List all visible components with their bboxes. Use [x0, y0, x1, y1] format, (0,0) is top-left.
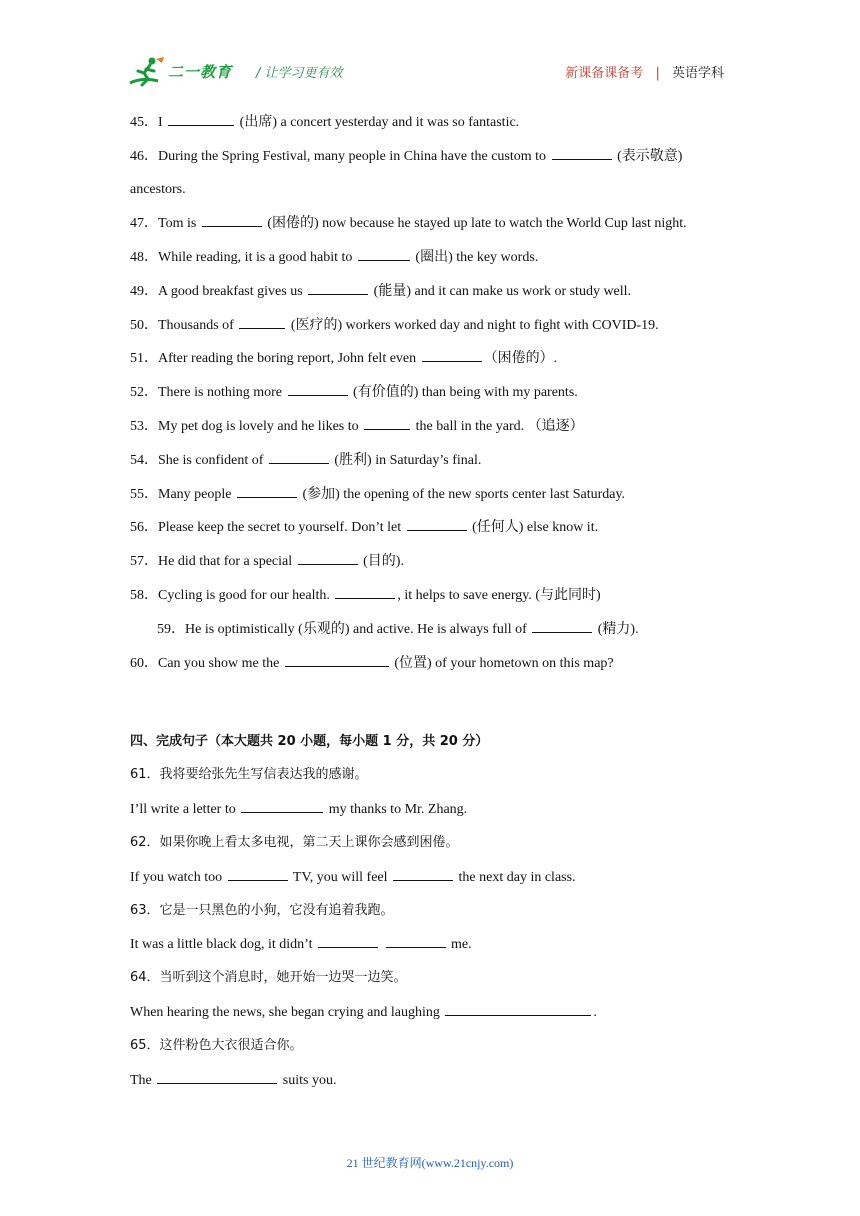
question-text: me. [447, 937, 472, 952]
answer-blank[interactable] [407, 518, 467, 531]
question-text: (参加) the opening of the new sports center last Saturday. [298, 487, 626, 502]
question-text: Cycling is good for our health. [158, 588, 334, 603]
question-text: (目的). [359, 554, 404, 569]
question-46 [130, 147, 682, 166]
question-number: 46． [130, 149, 158, 164]
question-62 [130, 868, 576, 887]
header-tag: 新课备课备考 [565, 66, 644, 81]
answer-blank[interactable] [308, 282, 368, 295]
answer-blank[interactable] [241, 800, 323, 813]
question-text: ancestors. [130, 182, 186, 197]
question-text: It was a little black dog, it didn’t [130, 937, 316, 952]
question-47 [130, 214, 687, 233]
question-text: She is confident of [158, 453, 267, 468]
question-46-continued [130, 181, 186, 199]
answer-blank[interactable] [532, 620, 592, 633]
question-number: 54． [130, 453, 158, 468]
question-number: 47． [130, 216, 158, 231]
answer-blank[interactable] [237, 485, 297, 498]
header-tags [565, 62, 724, 81]
question-64-chinese: 64．当听到这个消息时，她开始一边哭一边笑。 [130, 970, 407, 985]
question-56 [130, 518, 598, 537]
question-51 [130, 349, 557, 368]
logo-text: 二一教育 [168, 63, 233, 81]
question-text: After reading the boring report, John felt even [158, 351, 420, 366]
question-text: (出席) a concert yesterday and it was so fantastic. [236, 115, 520, 130]
answer-blank[interactable] [157, 1071, 277, 1084]
page-header [0, 0, 860, 100]
answer-blank[interactable] [285, 654, 389, 667]
answer-blank[interactable] [288, 383, 348, 396]
footer-link[interactable]: 21 世纪教育网(www.21cnjy.com) [346, 1156, 514, 1170]
question-53 [130, 417, 584, 436]
question-text: During the Spring Festival, many people in China have the custom to [158, 149, 550, 164]
question-number: 59． [157, 622, 185, 637]
answer-blank[interactable] [318, 935, 378, 948]
question-text: TV, you will feel [289, 870, 392, 885]
question-text: While reading, it is a good habit to [158, 250, 356, 265]
question-text: A good breakfast gives us [158, 284, 307, 299]
question-number: 56． [130, 520, 158, 535]
question-text: （困倦的）. [483, 351, 558, 366]
question-text: If you watch too [130, 870, 226, 885]
question-52 [130, 383, 578, 402]
question-62-chinese: 62．如果你晚上看太多电视，第二天上课你会感到困倦。 [130, 835, 459, 850]
question-49 [130, 282, 631, 301]
answer-blank[interactable] [358, 248, 410, 261]
answer-blank[interactable] [239, 316, 285, 329]
answer-blank[interactable] [202, 214, 262, 227]
header-separator: | [655, 66, 660, 81]
question-58 [130, 586, 601, 605]
question-text: (困倦的) now because he stayed up late to watch the World Cup last night. [263, 216, 687, 231]
answer-blank[interactable] [269, 451, 329, 464]
question-63-chinese: 63．它是一只黑色的小狗，它没有追着我跑。 [130, 903, 394, 918]
question-65 [130, 1071, 336, 1090]
answer-blank[interactable] [552, 147, 612, 160]
question-text: the ball in the yard. （追逐） [412, 419, 584, 434]
answer-blank[interactable] [335, 586, 395, 599]
question-55 [130, 485, 625, 504]
question-text: (能量) and it can make us work or study well. [370, 284, 632, 299]
question-text: (表示敬意) [613, 149, 683, 164]
question-65-chinese: 65．这件粉色大衣很适合你。 [130, 1038, 303, 1053]
question-text: (任何人) else know it. [468, 520, 599, 535]
question-number: 51． [130, 351, 158, 366]
answer-blank[interactable] [422, 349, 482, 362]
question-text: (位置) of your hometown on this map? [390, 656, 614, 671]
header-subject: 英语学科 [671, 66, 724, 81]
question-text: Thousands of [158, 318, 238, 333]
question-text: I [158, 115, 167, 130]
question-text: Can you show me the [158, 656, 283, 671]
question-number: 55． [130, 487, 158, 502]
question-text: He is optimistically (乐观的) and active. He is always full of [185, 622, 531, 637]
question-45 [130, 113, 519, 132]
question-54 [130, 451, 481, 470]
question-text: (医疗的) workers worked day and night to fight with COVID-19. [287, 318, 659, 333]
question-text: Please keep the secret to yourself. Don’t let [158, 520, 405, 535]
question-number: 48． [130, 250, 158, 265]
question-text: suits you. [279, 1073, 337, 1088]
question-text: , it helps to save energy. (与此同时) [397, 588, 601, 603]
question-number: 49． [130, 284, 158, 299]
question-number: 50． [130, 318, 158, 333]
question-61 [130, 800, 467, 819]
logo [128, 55, 240, 89]
runner-icon [128, 55, 168, 89]
answer-blank[interactable] [386, 935, 446, 948]
question-48 [130, 248, 538, 267]
question-text: my thanks to Mr. Zhang. [325, 802, 468, 817]
question-number: 57． [130, 554, 158, 569]
question-60 [130, 654, 614, 673]
question-text: There is nothing more [158, 385, 286, 400]
question-number: 52． [130, 385, 158, 400]
answer-blank[interactable] [364, 417, 410, 430]
question-text: When hearing the news, she began crying and laughing [130, 1005, 444, 1020]
answer-blank[interactable] [298, 552, 358, 565]
question-number: 60． [130, 656, 158, 671]
question-text: (圈出) the key words. [411, 250, 539, 265]
answer-blank[interactable] [168, 113, 234, 126]
question-text: (胜利) in Saturday’s final. [330, 453, 482, 468]
answer-blank[interactable] [445, 1003, 591, 1016]
question-64 [130, 1003, 597, 1022]
question-59 [157, 620, 639, 639]
question-text: Tom is [158, 216, 200, 231]
question-number: 53． [130, 419, 158, 434]
question-text: (有价值的) than being with my parents. [349, 385, 578, 400]
question-number: 45． [130, 115, 158, 130]
question-63 [130, 935, 472, 954]
question-text: . [593, 1005, 597, 1020]
question-61-chinese: 61．我将要给张先生写信表达我的感谢。 [130, 767, 368, 782]
answer-blank[interactable] [228, 868, 288, 881]
question-number: 58． [130, 588, 158, 603]
question-50 [130, 316, 659, 335]
answer-blank[interactable] [393, 868, 453, 881]
question-57 [130, 552, 404, 571]
question-text: (精力). [594, 622, 639, 637]
question-text: the next day in class. [455, 870, 576, 885]
slogan: / 让学习更有效 [256, 66, 343, 81]
section-title: 四、完成句子（本大题共 20 小题，每小题 1 分，共 20 分） [130, 734, 489, 749]
question-text: He did that for a special [158, 554, 296, 569]
question-text: My pet dog is lovely and he likes to [158, 419, 363, 434]
question-text: The [130, 1073, 156, 1088]
question-text: I’ll write a letter to [130, 802, 240, 817]
question-text: Many people [158, 487, 235, 502]
